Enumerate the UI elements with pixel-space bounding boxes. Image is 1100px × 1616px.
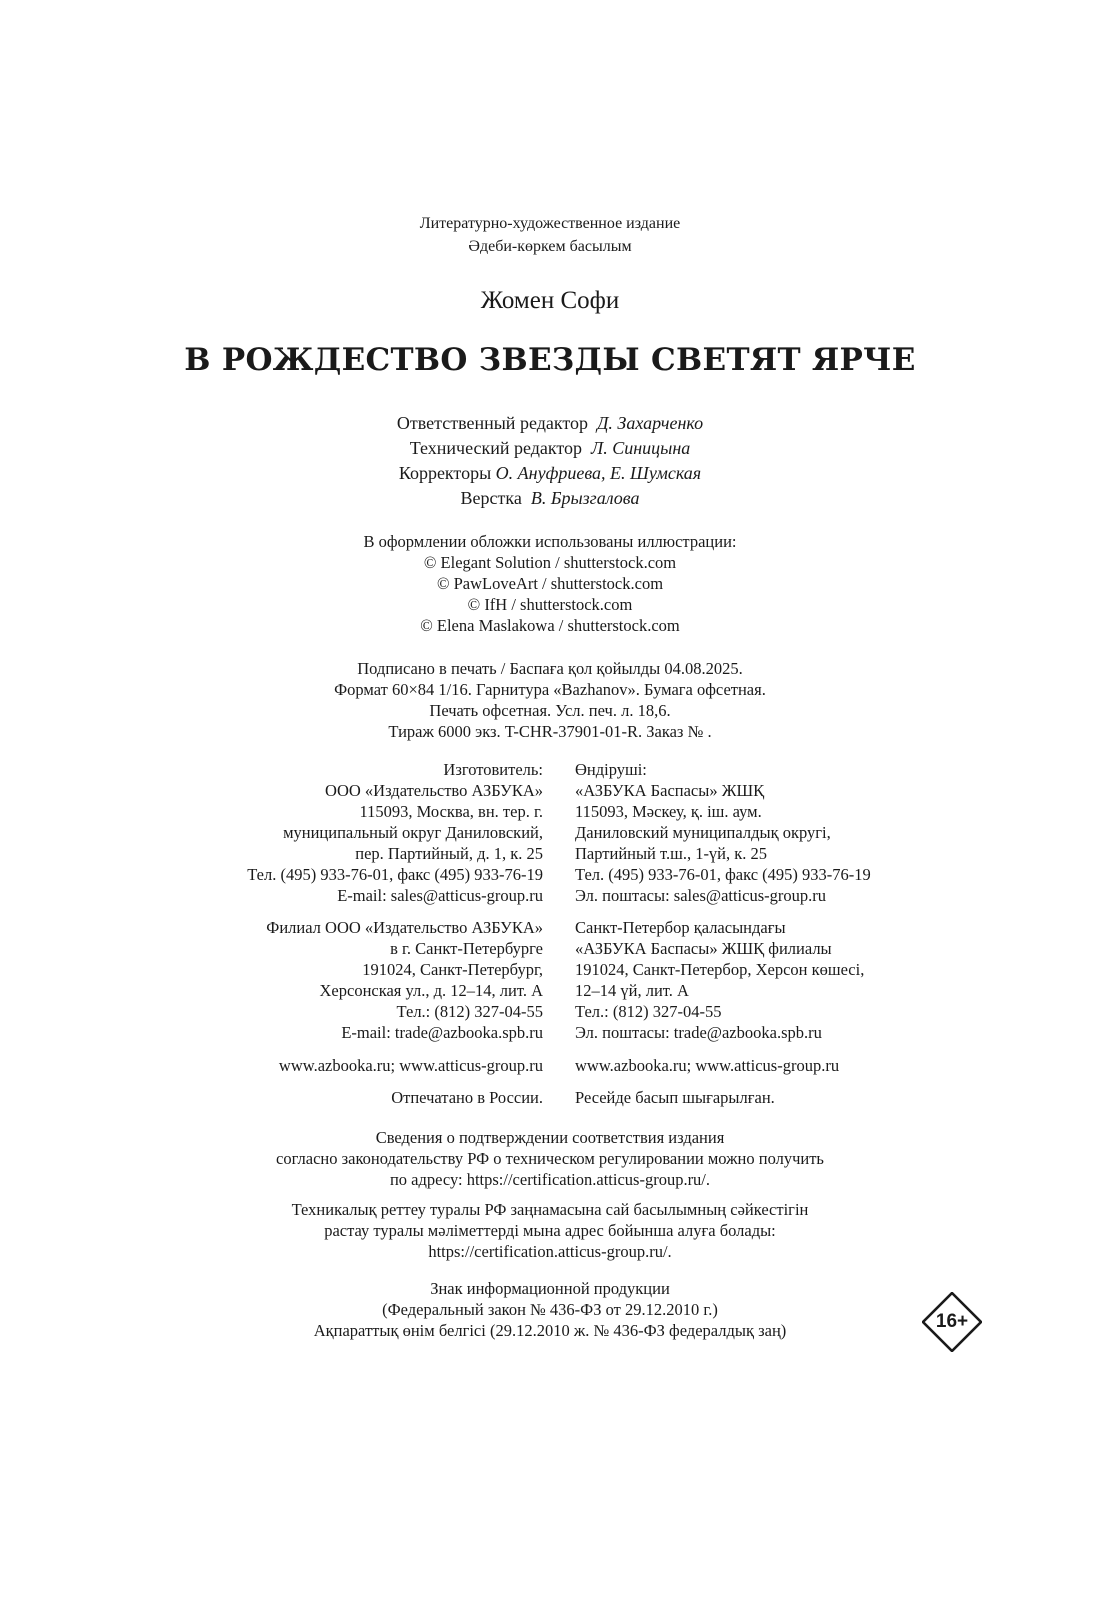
cert-ru-line: по адресу: https://certification.atticus-group.ru/. — [389, 1170, 711, 1189]
maker-ru-line: пер. Партийный, д. 1, к. 25 — [355, 844, 543, 863]
print-method: Печать офсетная. Усл. печ. л. 18,6. — [429, 701, 671, 720]
info-sign-line: (Федеральный закон № 436-ФЗ от 29.12.2010 г.) — [382, 1300, 718, 1319]
branch-kz-line: Эл. поштасы: trade@azbooka.spb.ru — [575, 1023, 822, 1042]
maker-ru-line: ООО «Издательство АЗБУКА» — [325, 781, 543, 800]
branch-ru-line: Херсонская ул., д. 12–14, лит. А — [319, 981, 543, 1000]
branch-ru-line: Филиал ООО «Издательство АЗБУКА» — [266, 918, 543, 937]
printed-in-ru: Отпечатано в России. — [391, 1088, 543, 1107]
cover-credit-4: © Elena Maslakowa / shutterstock.com — [420, 616, 680, 635]
branch-kz-line: 12–14 үй, лит. А — [575, 981, 689, 1000]
maker-kz-line: Тел. (495) 933-76-01, факс (495) 933-76-19 — [575, 865, 871, 884]
credit-editor: Ответственный редактор Д. Захарченко — [396, 413, 704, 433]
branch-ru-line: Тел.: (812) 327-04-55 — [396, 1002, 543, 1021]
branch-kz-line: «АЗБУКА Баспасы» ЖШҚ филиалы — [575, 939, 832, 958]
print-signed: Подписано в печать / Баспаға қол қойылды 04.08.2025. — [357, 659, 743, 678]
maker-kz-line: Партийный т.ш., 1-үй, к. 25 — [575, 844, 768, 863]
maker-ru-line: Тел. (495) 933-76-01, факс (495) 933-76-19 — [247, 865, 543, 884]
age-rating-label: 16+ — [935, 1311, 969, 1332]
genre-ru: Литературно-художественное издание — [419, 215, 681, 232]
info-sign-line: Знак информационной продукции — [430, 1279, 670, 1298]
print-run: Тираж 6000 экз. T-CHR-37901-01-R. Заказ № . — [388, 722, 712, 741]
book-title: В РОЖДЕСТВО ЗВЕЗДЫ СВЕТЯТ ЯРЧЕ — [184, 342, 916, 378]
maker-ru-line: муниципальный округ Даниловский, — [283, 823, 543, 842]
branch-kz-line: Тел.: (812) 327-04-55 — [575, 1002, 722, 1021]
credit-layout: Верстка В. Брызгалова — [460, 488, 640, 508]
print-format: Формат 60×84 1/16. Гарнитура «Bazhanov». Бумага офсетная. — [334, 680, 766, 699]
branch-kz-line: Санкт-Петербор қаласындағы — [575, 918, 786, 937]
cert-kz-line: Техникалық реттеу туралы РФ заңнамасына сай басылымның сәйкестігін — [291, 1200, 809, 1219]
cert-ru-line: согласно законодательству РФ о техническом регулировании можно получить — [276, 1149, 824, 1168]
branch-ru-line: 191024, Санкт-Петербург, — [362, 960, 543, 979]
age-rating-badge — [922, 1292, 982, 1352]
author: Жомен Софи — [480, 287, 620, 314]
cover-credit-3: © IfH / shutterstock.com — [467, 595, 633, 614]
cert-kz-line: растау туралы мәліметтерді мына адрес бойынша алуға болады: — [324, 1221, 776, 1240]
cover-credit-1: © Elegant Solution / shutterstock.com — [423, 553, 677, 572]
cover-intro: В оформлении обложки использованы иллюстрации: — [363, 532, 737, 551]
maker-ru-line: E-mail: sales@atticus-group.ru — [337, 886, 543, 905]
branch-ru-line: E-mail: trade@azbooka.spb.ru — [341, 1023, 543, 1042]
maker-kz-line: 115093, Мәскеу, қ. іш. аум. — [575, 802, 762, 821]
maker-kz-line: Даниловский муниципалдық округі, — [575, 823, 831, 842]
website-kz: www.azbooka.ru; www.atticus-group.ru — [575, 1056, 840, 1075]
maker-kz-line: Эл. поштасы: sales@atticus-group.ru — [575, 886, 826, 905]
info-sign-line: Ақпараттық өнім белгісі (29.12.2010 ж. № 436-ФЗ федералдық заң) — [313, 1321, 787, 1340]
credit-proofreaders: Корректоры О. Ануфриева, Е. Шумская — [398, 463, 702, 483]
branch-ru-line: в г. Санкт-Петербурге — [390, 939, 543, 958]
branch-kz-line: 191024, Санкт-Петербор, Херсон көшесі, — [575, 960, 865, 979]
maker-ru-line: 115093, Москва, вн. тер. г. — [359, 802, 543, 821]
credit-tech-editor: Технический редактор Л. Синицына — [409, 438, 691, 458]
printed-in-kz: Ресейде басып шығарылған. — [575, 1088, 775, 1107]
maker-kz-line: «АЗБУКА Баспасы» ЖШҚ — [575, 781, 765, 800]
cert-kz-line: https://certification.atticus-group.ru/. — [428, 1242, 672, 1261]
maker-kz-line: Өндіруші: — [575, 760, 647, 779]
genre-kz: Әдеби-көркем басылым — [468, 238, 632, 255]
maker-ru-line: Изготовитель: — [443, 760, 543, 779]
cert-ru-line: Сведения о подтверждении соответствия издания — [375, 1128, 725, 1147]
website-ru: www.azbooka.ru; www.atticus-group.ru — [278, 1056, 543, 1075]
cover-credit-2: © PawLoveArt / shutterstock.com — [436, 574, 664, 593]
